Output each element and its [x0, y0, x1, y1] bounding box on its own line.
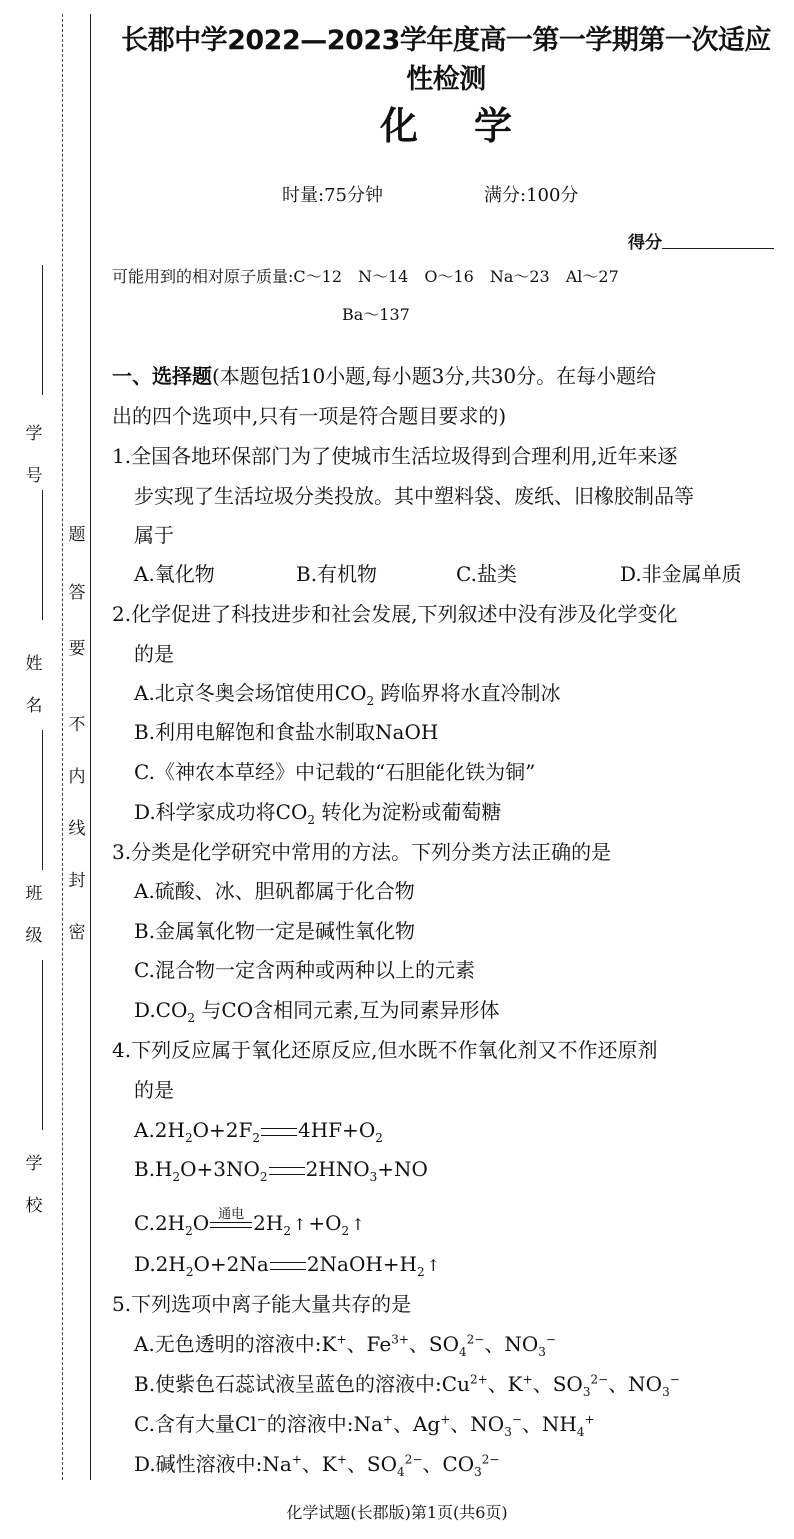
q2-stem-1: 2.化学促进了科技进步和社会发展,下列叙述中没有涉及化学变化 [112, 602, 678, 626]
q1-option-c: C.盐类 [456, 562, 517, 586]
score-label: 得分 [628, 233, 662, 253]
q4-option-c: $C.2H_2O$ 通电 $2H_2$ ↑ $+O_2$ ↑ [134, 1209, 367, 1239]
q2-option-a: A.北京冬奥会场馆使用$CO_2$ 跨临界将水直冷制冰 [134, 681, 561, 708]
atomic-masses: 可能用到的相对原子质量:C～12 N～14 O～16 Na～23 Al～27 [112, 267, 619, 286]
page-footer: 化学试题(长郡版)第1页(共6页) [286, 1503, 508, 1522]
q1-stem-2: 步实现了生活垃圾分类投放。其中塑料袋、废纸、旧橡胶制品等 [134, 484, 694, 508]
exam-time: 时量:75分钟 [282, 185, 383, 206]
score-blank [662, 248, 774, 249]
gas-arrow-icon: ↑ [292, 1215, 307, 1234]
q1-option-a: A.氧化物 [134, 562, 215, 586]
subject-title: 化学 [379, 104, 568, 148]
student-number-line [42, 265, 43, 395]
binding-solid-line [90, 14, 91, 1480]
q5-option-c: C.含有大量Cl−的溶液中:Na+、Ag+、$NO_3^-$、$NH_4^+$ [134, 1412, 595, 1439]
gas-arrow-icon: ↑ [426, 1256, 441, 1275]
section-desc: 出的四个选项中,只有一项是符合题目要求的) [112, 404, 507, 428]
atomic-masses-cont: Ba～137 [342, 305, 410, 324]
q3-option-c: C.混合物一定含两种或两种以上的元素 [134, 958, 475, 982]
q5-option-a: A.无色透明的溶液中:K+、$Fe^{3+}$、$SO_4^{2-}$、$NO_3^-$ [134, 1332, 556, 1359]
field-school: 学 校 [25, 1154, 43, 1216]
q1-option-b: B.有机物 [296, 562, 378, 586]
class-line [42, 730, 43, 870]
school-line [42, 960, 43, 1130]
q2-option-b: B.利用电解饱和食盐水制取NaOH [134, 720, 439, 744]
gas-arrow-icon: ↑ [351, 1215, 365, 1234]
q5-option-b: B.使紫色石蕊试液呈蓝色的溶液中$:Cu^{2+}$、K+、$SO_3^{2-}$、$NO_3^-$ [134, 1372, 680, 1399]
section-heading: 一、选择题(本题包括10小题,每小题3分,共30分。在每小题给 [112, 364, 657, 388]
q2-stem-2: 的是 [134, 642, 174, 666]
q5-option-d: D.碱性溶液中:Na+、K+、$SO_4^{2-}$、$CO_3^{2-}$ [134, 1452, 500, 1479]
field-student-number: 学 号 [25, 424, 43, 486]
exam-title: 长郡中学2022—2023学年度高一第一学期第一次适应性检测 [121, 25, 771, 95]
q3-option-a: A.硫酸、冰、胆矾都属于化合物 [134, 879, 415, 903]
q2-option-c: C.《神农本草经》中记载的“石胆能化铁为铜” [134, 760, 536, 784]
field-name: 姓 名 [25, 654, 43, 716]
q3-option-b: B.金属氧化物一定是碱性氧化物 [134, 919, 416, 943]
q3-option-d: $D.CO_2$ 与CO含相同元素,互为同素异形体 [134, 998, 500, 1025]
q4-option-b: $B.H_2O+3NO_2$ $2HNO_3+NO$ [134, 1157, 428, 1184]
cut-dashed-line [62, 14, 63, 1480]
q3-stem: 3.分类是化学研究中常用的方法。下列分类方法正确的是 [112, 840, 612, 864]
full-score: 满分:100分 [484, 185, 579, 206]
q2-option-d: D.科学家成功将$CO_2$ 转化为淀粉或葡萄糖 [134, 800, 502, 827]
q4-stem-2: 的是 [134, 1078, 174, 1102]
binding-margin: 学 号 姓 名 班 级 学 校 密 封 线 内 不 要 答 题 [0, 0, 100, 1539]
reaction-condition: 通电 [218, 1206, 245, 1222]
q1-stem-3: 属于 [134, 523, 174, 547]
field-class: 班 级 [25, 884, 43, 946]
q4-option-d: $D.2H_2O+2Na$ $2NaOH+H_2$ ↑ [134, 1252, 441, 1279]
name-line [42, 490, 43, 620]
q1-stem-1: 1.全国各地环保部门为了使城市生活垃圾得到合理利用,近年来逐 [112, 444, 678, 468]
q4-option-a: $A.2H_2O+2F_2$ $4HF+O_2$ [134, 1118, 383, 1145]
q1-option-d: D.非金属单质 [620, 562, 742, 586]
q4-stem-1: 4.下列反应属于氧化还原反应,但水既不作氧化剂又不作还原剂 [112, 1038, 658, 1062]
q5-stem: 5.下列选项中离子能大量共存的是 [112, 1292, 412, 1316]
